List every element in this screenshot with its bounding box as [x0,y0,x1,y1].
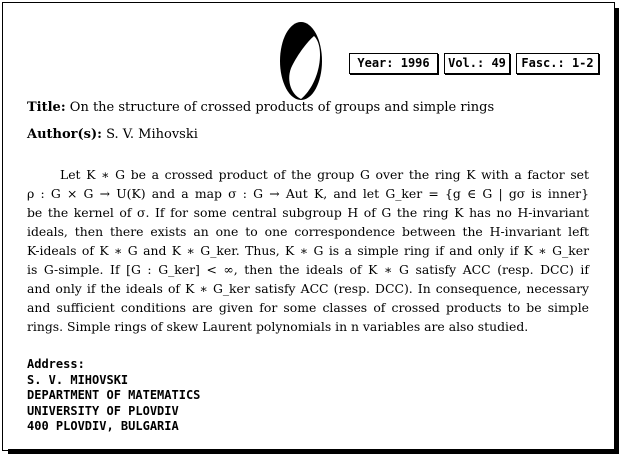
address-block [27,357,200,435]
article-title [27,100,494,115]
abstract-line: ρ : G × G → U(K) and a map σ : G → Aut K, and let G_ker = {g ∈ G | gσ is inner} [27,186,589,201]
authors-text: S. V. Mihovski [106,127,198,142]
address-line: S. V. MIHOVSKI [27,372,129,387]
year-badge: Year: 1996 [349,53,438,74]
abstract-line: K-ideals of K ∗ G and K ∗ G_ker. Thus, K ∗ G is a simple ring if and only if K ∗ G_ker [27,243,589,258]
abstract [27,165,589,336]
address-line: DEPARTMENT OF MATEMATICS [27,388,201,402]
abstract-line: and sufficient conditions are given for some classes of crossed products to be simple [27,300,589,315]
address-label: Address: [27,357,85,371]
title-label: Title: [27,100,66,115]
abstract-line: be the kernel of σ. If for some central subgroup H of G the ring K has no H-invariant [27,205,589,220]
abstract-line: is G-simple. If [G : G_ker] < ∞, then the ideals of K ∗ G satisfy ACC (resp. DCC) if [27,262,589,277]
address-line: 400 PLOVDIV, BULGARIA [27,419,179,433]
authors-label: Author(s): [27,127,102,142]
abstract-line: rings. Simple rings of skew Laurent polynomials in n variables are also studied. [27,319,529,334]
fascicle-badge: Fasc.: 1-2 [516,53,599,74]
frame-shadow-bottom [8,449,619,454]
volume-badge: Vol.: 49 [444,53,510,74]
abstract-line: Let K ∗ G be a crossed product of the group G over the ring K with a factor set [60,167,589,182]
abstract-line: ideals, then there exists an one to one correspondence between the H-invariant left [27,224,589,239]
address-line: UNIVERSITY OF PLOVDIV [27,403,179,418]
abstract-line: and only if the ideals of K ∗ G_ker satisfy ACC (resp. DCC). In consequence, necessary [27,281,589,296]
frame-shadow-right [614,8,619,454]
journal-logo-icon [277,20,325,102]
title-text: On the structure of crossed products of groups and simple rings [69,100,495,115]
article-authors [27,127,198,142]
